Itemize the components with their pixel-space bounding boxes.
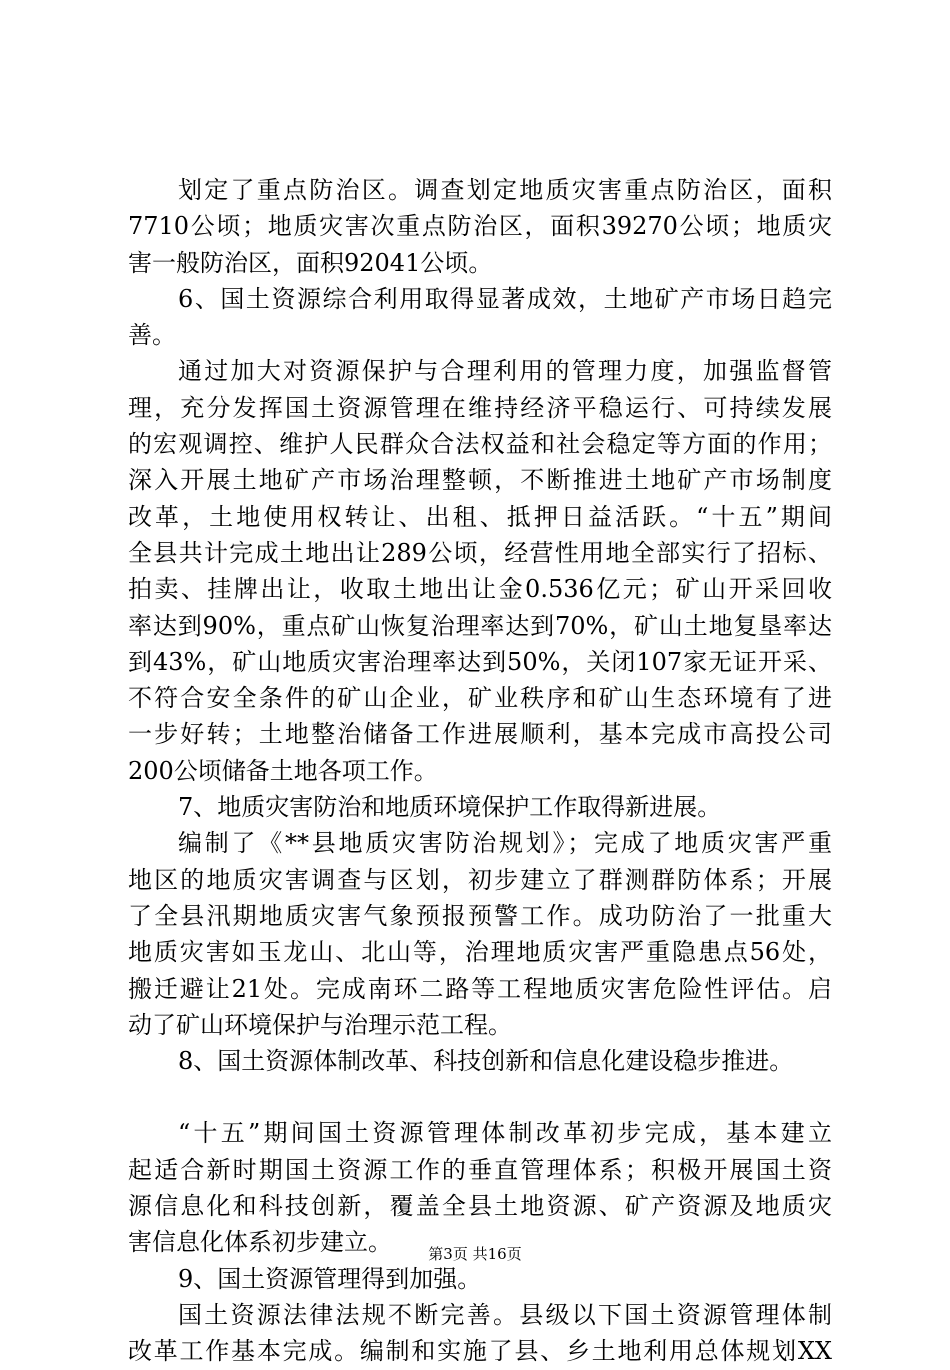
text-line: 拍卖、挂牌出让，收取土地出让金0.536亿元；矿山开采回收 xyxy=(128,575,832,604)
section-heading-line: 7、地质灾害防治和地质环境保护工作取得新进展。 xyxy=(178,793,722,822)
text-line: 率达到90%，重点矿山恢复治理率达到70%，矿山土地复垦率达 xyxy=(128,611,832,640)
text-line: 改革，土地使用权转让、出租、抵押日益活跃。“十五”期间 xyxy=(128,502,832,531)
text-line: 深入开展土地矿产市场治理整顿，不断推进土地矿产市场制度 xyxy=(128,466,832,495)
text-line: 国土资源法律法规不断完善。县级以下国土资源管理体制 xyxy=(178,1300,832,1329)
blank-line xyxy=(128,1079,832,1115)
section-heading-line: 6、国土资源综合利用取得显著成效，土地矿产市场日趋完 xyxy=(178,284,832,313)
text-line: 编制了《**县地质灾害防治规划》；完成了地质灾害严重 xyxy=(178,829,832,858)
text-line: 划定了重点防治区。调查划定地质灾害重点防治区，面积 xyxy=(178,176,832,204)
text-line: 害信息化体系初步建立。 xyxy=(128,1228,392,1257)
text-line: 7710公顷；地质灾害次重点防治区，面积39270公顷；地质灾 xyxy=(128,212,832,241)
text-line: 200公顷储备土地各项工作。 xyxy=(128,756,438,785)
text-line: 理，充分发挥国土资源管理在维持经济平稳运行、可持续发展 xyxy=(128,393,832,422)
text-line: 地区的地质灾害调查与区划，初步建立了群测群防体系；开展 xyxy=(128,865,832,894)
text-line: 了全县汛期地质灾害气象预报预警工作。成功防治了一批重大 xyxy=(128,901,832,930)
text-line: 源信息化和科技创新，覆盖全县土地资源、矿产资源及地质灾 xyxy=(128,1192,832,1221)
text-line: “十五”期间国土资源管理体制改革初步完成，基本建立 xyxy=(178,1119,832,1148)
text-line: 一步好转；土地整治储备工作进展顺利，基本完成市高投公司 xyxy=(128,720,832,749)
text-line: 全县共计完成土地出让289公顷，经营性用地全部实行了招标、 xyxy=(128,538,832,567)
text-line: 搬迁避让21处。完成南环二路等工程地质灾害危险性评估。启 xyxy=(128,974,832,1003)
text-line: 改革工作基本完成。编制和实施了县、乡土地利用总体规划XX xyxy=(128,1337,832,1366)
document-body xyxy=(128,172,832,1370)
text-line: 害一般防治区，面积92041公顷。 xyxy=(128,248,493,277)
text-line: 到43%，矿山地质灾害治理率达到50%，关闭107家无证开采、 xyxy=(128,647,832,676)
section-heading-line: 8、国土资源体制改革、科技创新和信息化建设稳步推进。 xyxy=(178,1047,794,1076)
text-line: 不符合安全条件的矿山企业，矿业秩序和矿山生态环境有了进 xyxy=(128,684,832,713)
text-line: 地质灾害如玉龙山、北山等，治理地质灾害严重隐患点56处， xyxy=(128,938,832,967)
text-line: 通过加大对资源保护与合理利用的管理力度，加强监督管 xyxy=(178,357,832,386)
page-footer: 第3页 共16页 xyxy=(428,1245,522,1263)
section-heading-line: 善。 xyxy=(128,321,176,350)
text-line: 动了矿山环境保护与治理示范工程。 xyxy=(128,1010,512,1039)
section-heading-line: 9、国土资源管理得到加强。 xyxy=(178,1264,482,1293)
text-line: 的宏观调控、维护人民群众合法权益和社会稳定等方面的作用； xyxy=(128,430,832,459)
text-line: 起适合新时期国土资源工作的垂直管理体系；积极开展国土资 xyxy=(128,1155,832,1184)
